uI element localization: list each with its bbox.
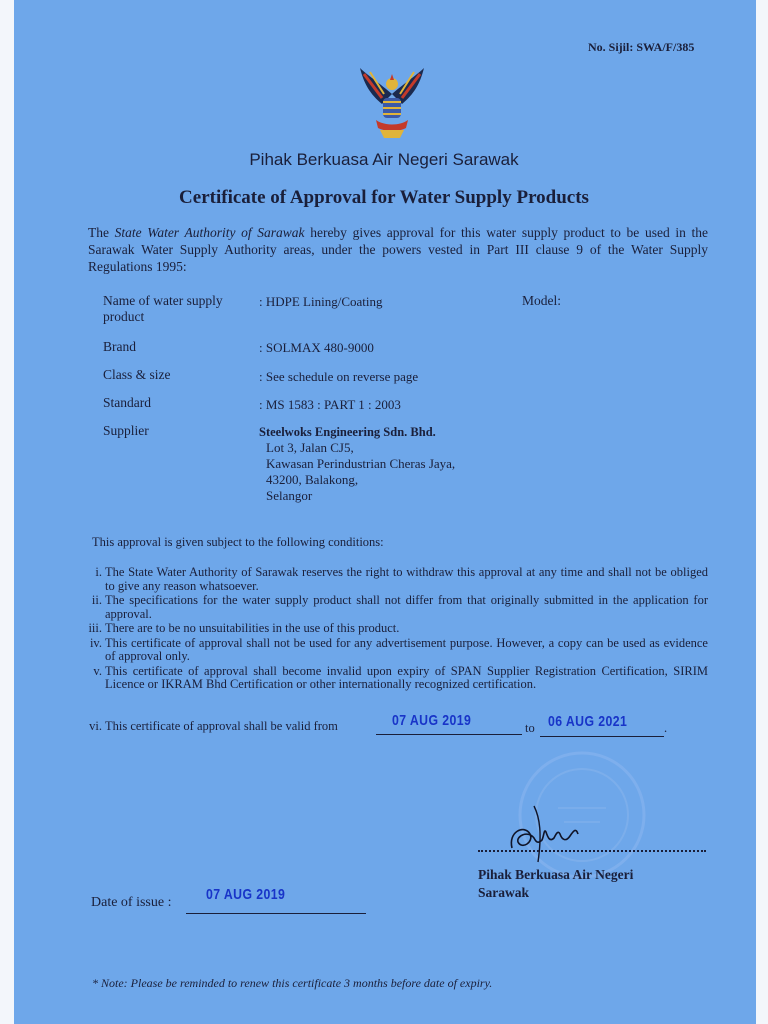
date-of-issue-underline <box>186 913 366 914</box>
condition-number: iv. <box>89 635 102 650</box>
certificate-number: No. Sijil: SWA/F/385 <box>588 40 695 54</box>
intro-paragraph <box>88 224 708 275</box>
supplier-address-line: Kawasan Perindustrian Cheras Jaya, <box>266 456 456 471</box>
condition-number: iii. <box>88 621 102 635</box>
condition-item <box>88 665 708 692</box>
renewal-note: * Note: Please be reminded to renew this certificate 3 months before date of expiry. <box>92 976 493 990</box>
condition-text: This certificate of approval shall not be used for any advertisement purpose. However, a copy can be used as evidence of approval only. <box>105 635 708 663</box>
intro-suffix: hereby gives approval for this water supply product to be used in the Sarawak Water Supply Authority areas, under the powers vested in Part III clause 9 of the Water Supply Regulations 1995: <box>88 225 709 274</box>
validity-text: This certificate of approval shall be valid from <box>105 719 338 733</box>
condition-item <box>88 594 708 621</box>
condition-text: The specifications for the water supply product shall not differ from that originally submitted in the application for approval. <box>105 593 708 621</box>
valid-to-date <box>548 713 645 731</box>
standard-label: Standard <box>103 395 151 410</box>
conditions-list <box>88 566 708 693</box>
date-of-issue-stamp: 07 AUG 2019 <box>206 886 286 903</box>
condition-number: v. <box>93 663 102 678</box>
brand-label: Brand <box>103 339 136 354</box>
valid-from-stamp: 07 AUG 2019 <box>392 712 472 729</box>
condition-item <box>88 622 708 636</box>
issuer-line: Pihak Berkuasa Air Negeri <box>478 867 634 882</box>
condition-number: ii. <box>91 593 102 607</box>
class-size-value: : See schedule on reverse page <box>259 369 419 384</box>
agency-name: Pihak Berkuasa Air Negeri Sarawak <box>249 150 519 169</box>
condition-text: This certificate of approval shall become invalid upon expiry of SPAN Supplier Registration Certification, SIRIM Licence or IKRAM Bhd Certification or other internationally recognized certification. <box>105 663 708 691</box>
conditions-intro: This approval is given subject to the following conditions: <box>92 535 384 549</box>
condition-text: The State Water Authority of Sarawak reserves the right to withdraw this approval at any time and shall not be obliged to give any reason whatsoever. <box>105 565 708 593</box>
condition-number: i. <box>95 565 102 579</box>
intro-prefix: The <box>88 225 115 240</box>
signature-icon <box>498 798 618 868</box>
validity-to-word: to <box>525 721 535 735</box>
intro-authority: State Water Authority of Sarawak <box>114 225 305 240</box>
condition-number: vi. <box>89 719 102 733</box>
supplier-name: Steelwoks Engineering Sdn. Bhd. <box>259 425 436 439</box>
valid-to-underline <box>540 736 664 737</box>
supplier-block <box>259 424 455 504</box>
issuer-block <box>478 866 633 902</box>
validity-line <box>88 719 338 734</box>
class-size-label: Class & size <box>103 367 171 382</box>
supplier-address-line: Lot 3, Jalan CJ5, <box>266 440 354 455</box>
model-label: Model: <box>522 293 561 308</box>
product-name-label: Name of water supply product <box>103 293 223 324</box>
supplier-address-line: 43200, Balakong, <box>266 472 359 487</box>
valid-to-stamp: 06 AUG 2021 <box>548 713 628 730</box>
sarawak-crest-icon <box>356 64 428 142</box>
valid-from-date <box>392 712 489 730</box>
certificate-title: Certificate of Approval for Water Supply Products <box>179 187 589 208</box>
issuer-line: Sarawak <box>478 885 530 900</box>
condition-item <box>88 637 708 664</box>
supplier-address <box>259 440 455 504</box>
signature-line <box>478 850 706 852</box>
supplier-label: Supplier <box>103 423 149 438</box>
valid-from-underline <box>376 734 522 735</box>
product-name-value: : HDPE Lining/Coating <box>259 294 383 309</box>
condition-item <box>88 566 708 593</box>
supplier-address-line: Selangor <box>266 488 313 503</box>
date-of-issue-label: Date of issue : <box>91 895 172 910</box>
brand-value: : SOLMAX 480-9000 <box>259 340 374 355</box>
condition-text: There are to be no unsuitabilities in the use of this product. <box>105 621 400 635</box>
date-of-issue-value <box>206 886 303 904</box>
standard-value: : MS 1583 : PART 1 : 2003 <box>259 397 401 412</box>
validity-end: . <box>664 721 668 735</box>
